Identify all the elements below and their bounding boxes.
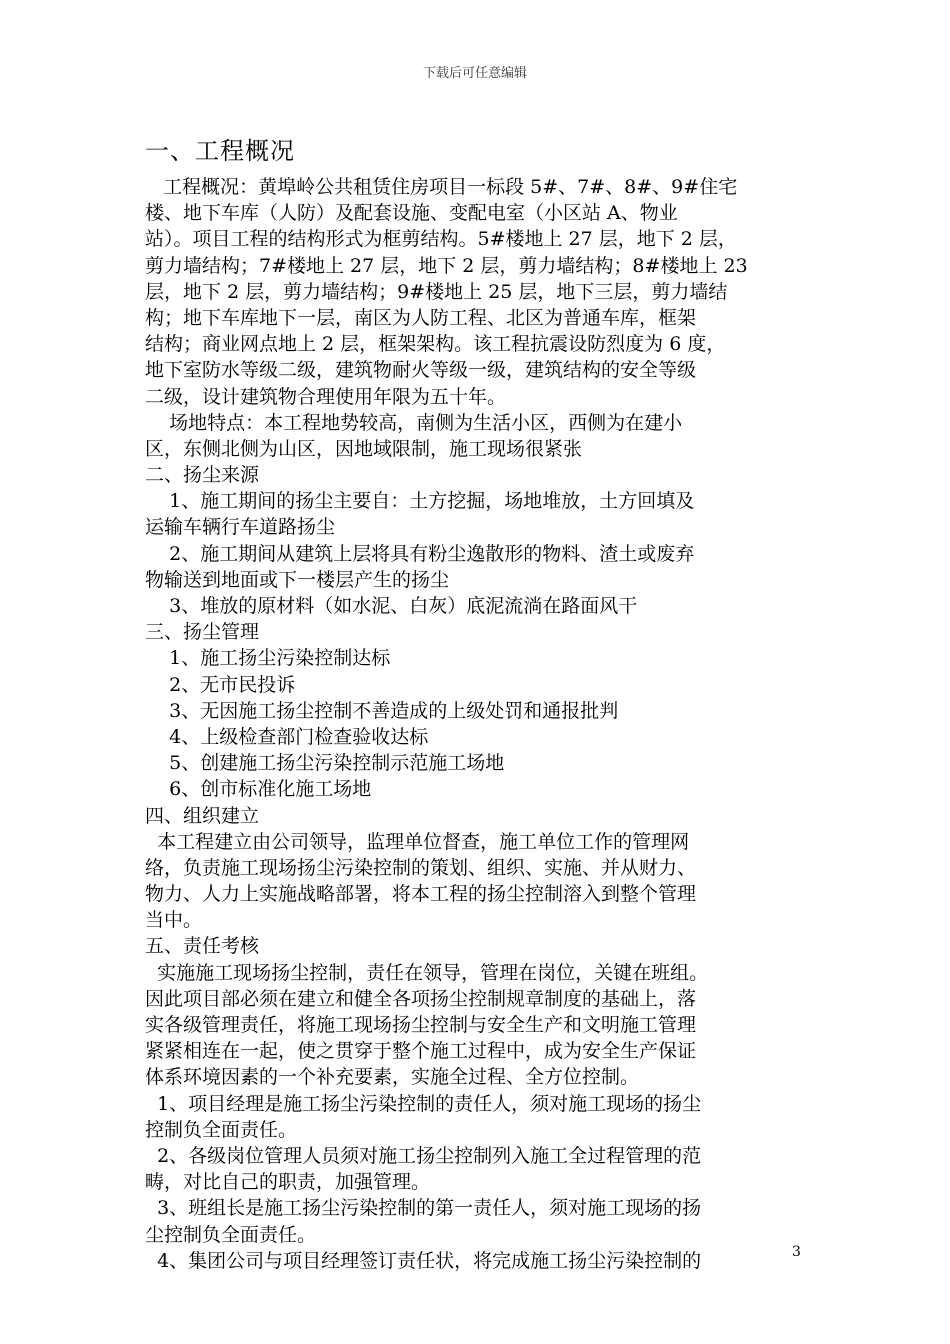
text-line: 五、责任考核 — [145, 935, 260, 958]
section-title: 一、工程概况 — [145, 137, 295, 165]
text-line: 体系环境因素的一个补充要素，实施全过程、全方位控制。 — [145, 1066, 640, 1089]
text-line: 1、施工期间的扬尘主要自：土方挖掘，场地堆放，土方回填及 — [145, 490, 695, 513]
text-line: 工程概况：黄埠岭公共租赁住房项目一标段 5#、7#、8#、9#住宅 — [145, 176, 738, 198]
text-line: 4、上级检查部门检查验收达标 — [145, 725, 429, 748]
text-line: 6、创市标准化施工场地 — [145, 778, 372, 801]
text-line: 二、扬尘来源 — [145, 464, 260, 487]
text-line: 结构；商业网点地上 2 层，框架架构。该工程抗震设防烈度为 6 度， — [145, 333, 726, 356]
text-line: 3、班组长是施工扬尘污染控制的第一责任人，须对施工现场的扬 — [145, 1197, 702, 1220]
header-note: 下载后可任意编辑 — [422, 66, 527, 81]
text-line: 尘控制负全面责任。 — [145, 1223, 317, 1246]
text-line: 实各级管理责任，将施工现场扬尘控制与安全生产和文明施工管理 — [145, 1014, 697, 1036]
text-line: 2、各级岗位管理人员须对施工扬尘控制列入施工全过程管理的范 — [145, 1144, 702, 1167]
text-line: 畴，对比自己的职责，加强管理。 — [145, 1171, 431, 1194]
text-line: 物力、人力上实施战略部署，将本工程的扬尘控制溶入到整个管理 — [145, 883, 697, 906]
text-line: 剪力墙结构；7#楼地上 27 层，地下 2 层，剪力墙结构；8#楼地上 23 — [145, 254, 748, 277]
text-line: 物输送到地面或下一楼层产生的扬尘 — [145, 568, 450, 591]
text-line: 实施施工现场扬尘控制，责任在领导，管理在岗位，关键在班组。 — [145, 961, 709, 984]
text-line: 四、组织建立 — [145, 804, 260, 827]
text-line: 2、无市民投诉 — [145, 673, 296, 696]
text-line: 2、施工期间从建筑上层将具有粉尘逸散形的物料、渣土或废弃 — [145, 542, 695, 565]
text-line: 层，地下 2 层，剪力墙结构；9#楼地上 25 层，地下三层，剪力墙结 — [145, 280, 728, 303]
page-number: 3 — [792, 1244, 801, 1260]
text-line: 楼、地下车库（人防）及配套设施、变配电室（小区站 A、物业 — [145, 202, 678, 225]
text-line: 二级，设计建筑物合理使用年限为五十年。 — [145, 385, 507, 408]
text-line: 因此项目部必须在建立和健全各项扬尘控制规章制度的基础上，落 — [145, 987, 697, 1010]
text-line: 三、扬尘管理 — [145, 621, 260, 644]
document-body — [145, 174, 835, 1274]
text-line: 1、施工扬尘污染控制达标 — [145, 647, 391, 670]
text-line: 紧紧相连在一起，使之贯穿于整个施工过程中，成为安全生产保证 — [145, 1040, 697, 1063]
text-line: 3、无因施工扬尘控制不善造成的上级处罚和通报批判 — [145, 699, 619, 722]
text-line: 4、集团公司与项目经理签订责任状，将完成施工扬尘污染控制的 — [145, 1249, 702, 1272]
text-line: 区，东侧北侧为山区，因地域限制，施工现场很紧张 — [145, 437, 583, 460]
text-line: 构；地下车库地下一层，南区为人防工程、北区为普通车库，框架 — [145, 306, 697, 329]
text-line: 5、创建施工扬尘污染控制示范施工场地 — [145, 752, 505, 775]
text-line: 当中。 — [145, 909, 203, 932]
text-line: 运输车辆行车道路扬尘 — [145, 516, 336, 539]
text-line: 地下室防水等级二级，建筑物耐火等级一级，建筑结构的安全等级 — [145, 359, 697, 382]
text-line: 3、堆放的原材料（如水泥、白灰）底泥流淌在路面风干 — [145, 595, 638, 617]
text-line: 控制负全面责任。 — [145, 1118, 298, 1141]
text-line: 场地特点：本工程地势较高，南侧为生活小区，西侧为在建小 — [145, 411, 683, 434]
text-line: 站）。项目工程的结构形式为框剪结构。5#楼地上 27 层，地下 2 层， — [145, 228, 737, 251]
text-line: 络，负责施工现场扬尘污染控制的策划、组织、实施、并从财力、 — [145, 856, 697, 879]
text-line: 本工程建立由公司领导，监理单位督查，施工单位工作的管理网 — [145, 830, 690, 853]
text-line: 1、项目经理是施工扬尘污染控制的责任人，须对施工现场的扬尘 — [145, 1092, 702, 1115]
